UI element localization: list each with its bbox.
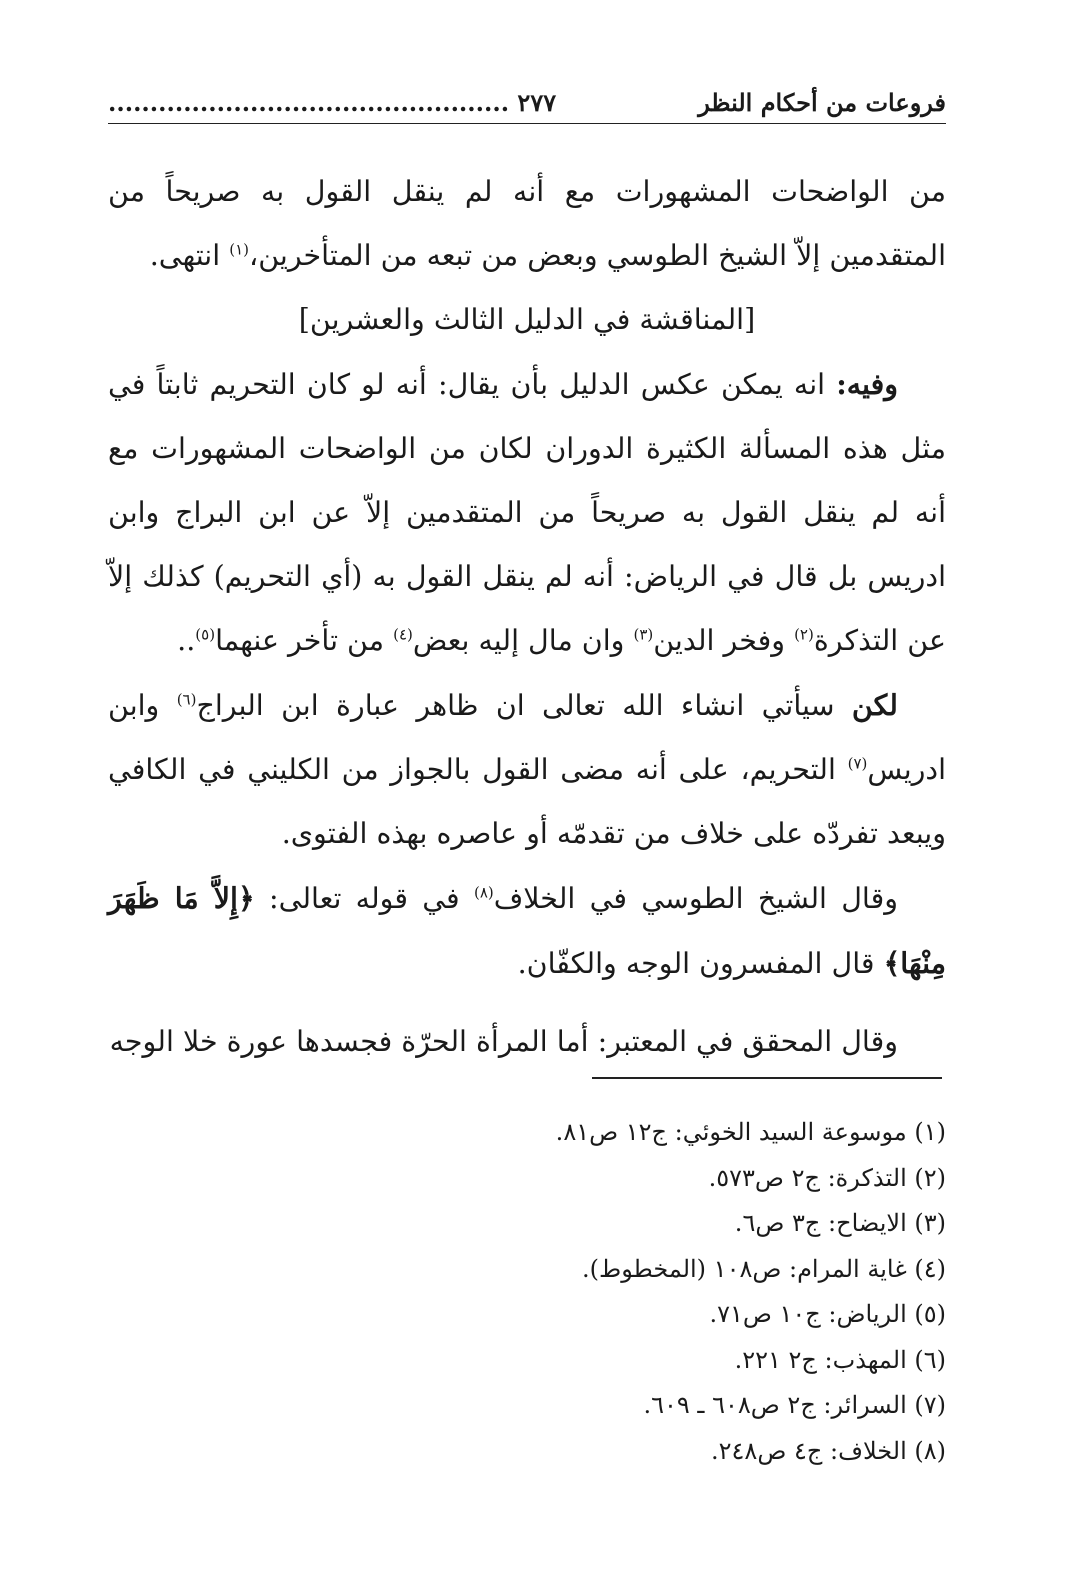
paragraph-4: وقال الشيخ الطوسي في الخلاف$^{(٨)}$ في قوله تعالى: ﴿إِلاَّ مَا ظَهَرَ مِنْهَا﴾ قال المفسرون الوجه والكفّان. [108, 881, 946, 980]
footnote-ref-6[interactable]: (٦) [176, 690, 197, 709]
page-number-line [108, 88, 556, 117]
paragraph-5: وقال المحقق في المعتبر: أما المرأة الحرّة فجسدها عورة خلا الوجه [109, 1025, 898, 1058]
page-number: ٢٧٧ [517, 88, 557, 117]
footnote-ref-3[interactable]: (٣) [633, 625, 654, 644]
footnote-ref-5[interactable]: (٥) [195, 625, 216, 644]
running-title: فروعات من أحكام النظر [698, 88, 946, 117]
footnote-4: (٤) غاية المرام: ص١٠٨ (المخطوط). [582, 1254, 946, 1283]
footnote-5: (٥) الرياض: ج١٠ ص٧١. [709, 1300, 946, 1328]
footnote-ref-2[interactable]: (٢) [794, 625, 814, 644]
section-heading: [المناقشة في الدليل الثالث والعشرين] [298, 303, 756, 336]
footnote-ref-4[interactable]: (٤) [393, 625, 413, 644]
main-text [108, 160, 946, 1074]
header-dots: ................................................ [108, 88, 510, 117]
footnote-ref-7[interactable]: (٧) [847, 754, 868, 773]
footnote-3: (٣) الايضاح: ج٣ ص٦. [734, 1209, 946, 1237]
paragraph-3: لكن سيأتي انشاء الله تعالى ان ظاهر عبارة ابن البراج$^{(٦)}$ وابن ادريس$^{(٧)}$ التحريم، على أنه مضى القول بالجواز من الكليني في الكافي ويبعد تفردّه على خلاف من تقدمّه أو عاصره بهذه الفتوى. [108, 688, 946, 850]
footnote-ref-8[interactable]: (٨) [473, 883, 494, 902]
page-header [108, 80, 946, 124]
footnote-divider [592, 1077, 942, 1079]
paragraph-1: من الواضحات المشهورات مع أنه لم ينقل القول به صريحاً من المتقدمين إلاّ الشيخ الطوسي وبعض من تبعه من المتأخرين،$^{(١)}$ انتهى. [108, 175, 946, 272]
footnote-ref-1[interactable]: (١) [229, 240, 249, 259]
quran-verse: ﴿إِلاَّ مَا ظَهَرَ مِنْهَا﴾ [108, 881, 946, 980]
paragraph-2: وفيه: انه يمكن عكس الدليل بأن يقال: أنه لو كان التحريم ثابتاً في مثل هذه المسألة الكثيرة الدوران لكان من الواضحات المشهورات مع أنه لم ينقل القول به صريحاً من المتقدمين إلاّ عن ابن البراج وابن ادريس بل قال في الرياض: أنه لم ينقل القول به (أي التحريم) كذلك إلاّ عن التذكرة$^{(٢)}$ وفخر الدين$^{(٣)}$ وان مال إليه بعض$^{(٤)}$ من تأخر عنهما$^{(٥)}$.. [108, 367, 946, 657]
footnote-8: (٨) الخلاف: ج٤ ص٢٤٨. [711, 1436, 946, 1465]
lead-word-wafihi: وفيه: [836, 367, 898, 401]
footnotes-list [108, 1110, 946, 1474]
lead-word-lakin: لكن [851, 688, 898, 722]
footnote-6: (٦) المهذب: ج٢ ٢٢١. [734, 1345, 946, 1374]
footnote-2: (٢) التذكرة: ج٢ ص٥٧٣. [708, 1163, 946, 1192]
footnote-1: (١) موسوعة السيد الخوئي: ج١٢ ص٨١. [555, 1118, 946, 1146]
footnote-7: (٧) السرائر: ج٢ ص٦٠٨ ـ ٦٠٩. [643, 1391, 946, 1419]
